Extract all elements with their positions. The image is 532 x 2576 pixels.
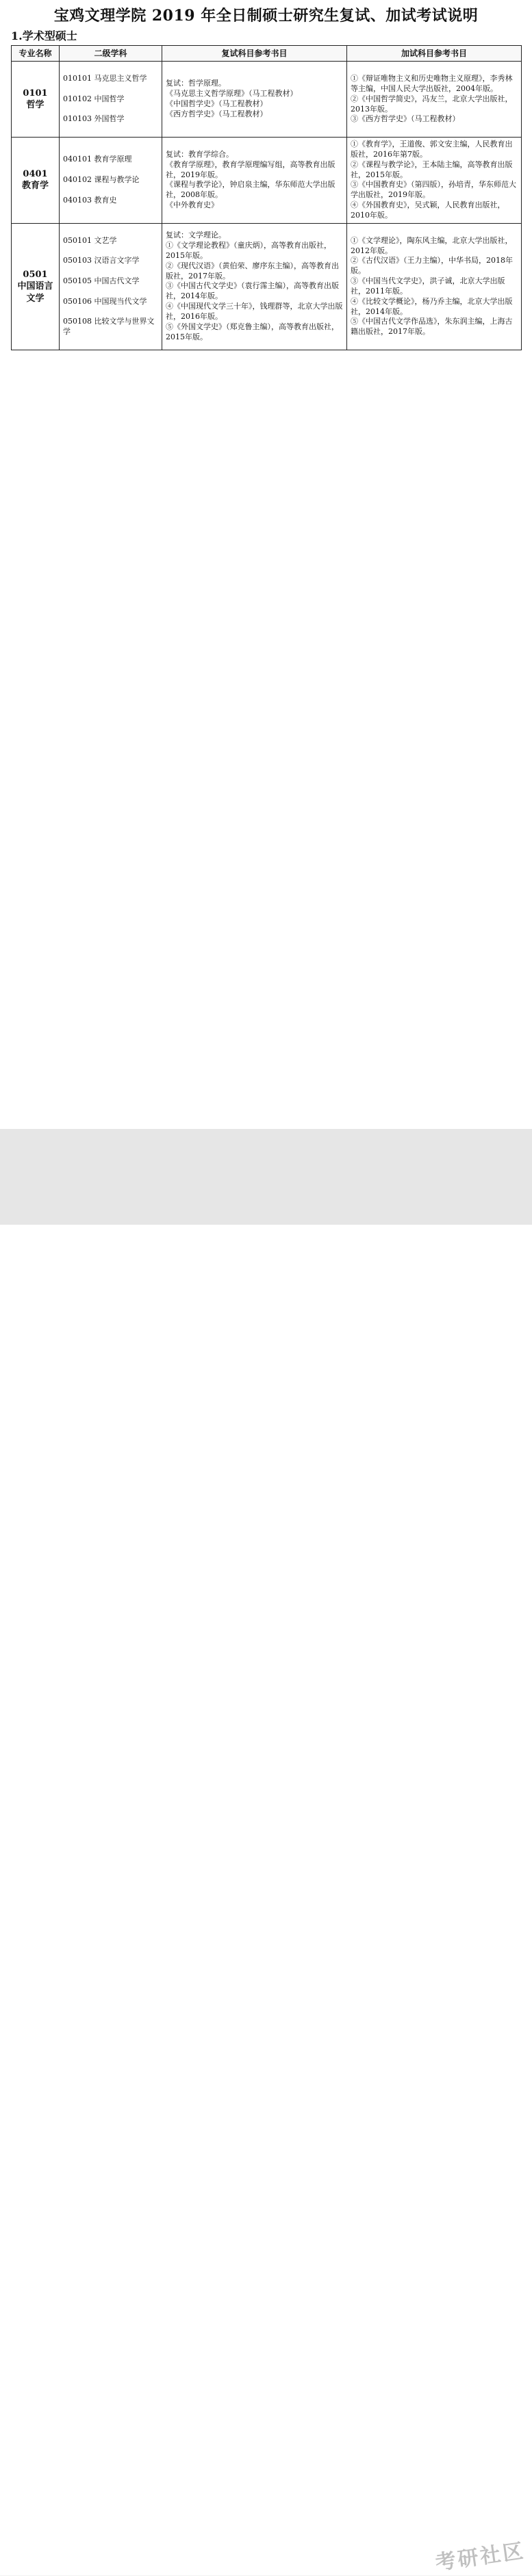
watermark: 考研社区 <box>433 2538 527 2575</box>
sub-item: 010101 马克思主义哲学 <box>63 74 147 83</box>
sub-item: 010103 外国哲学 <box>63 114 125 124</box>
table-cell-sub <box>60 62 162 138</box>
table-cell-sub <box>60 223 162 350</box>
table-cell-add: ①《教育学》，王道俊、郭文安主编，人民教育出版社，2016年第7版。 ②《课程与教学论》，王本陆主编，高等教育出版社，2015年版。 ③《中国教育史》（第四版），孙培青，华东师范大学出版社，2019年版。 ④《外国教育史》，吴式颖，人民教育出版社，2010年版。 <box>347 138 522 224</box>
table-cell-major: 0101 哲学 <box>12 62 60 138</box>
sub-item: 040101 教育学原理 <box>63 155 132 164</box>
sub-item: 050105 中国古代文学 <box>63 276 140 286</box>
table-academic-1 <box>11 45 522 350</box>
table-cell-req: 复试：哲学原理。 《马克思主义哲学原理》（马工程教材） 《中国哲学史》（马工程教材） 《西方哲学史》（马工程教材） <box>162 62 347 138</box>
table-cell-req: 复试：教育学综合。 《教育学原理》，教育学原理编写组，高等教育出版社，2019年版。 《课程与教学论》，钟启泉主编，华东师范大学出版社，2008年版。 《中外教育史》 <box>162 138 347 224</box>
page-gap <box>0 1129 532 1225</box>
sub-item: 050103 汉语言文字学 <box>63 256 140 265</box>
sub-item: 050106 中国现当代文学 <box>63 296 147 306</box>
table-header-add: 加试科目参考书目 <box>347 46 522 62</box>
table-cell-sub <box>60 138 162 224</box>
page-title: 宝鸡文理学院 2019 年全日制硕士研究生复试、加试考试说明 <box>53 7 479 25</box>
table-cell-add: ①《辩证唯物主义和历史唯物主义原理》，李秀林等主编，中国人民大学出版社，2004年版。 ②《中国哲学简史》，冯友兰，北京大学出版社，2013年版。 ③《西方哲学史》（马工程教材） <box>347 62 522 138</box>
section-title-1: 1.学术型硕士 <box>11 29 77 42</box>
sub-item: 040103 教育史 <box>63 195 117 205</box>
table-header-req: 复试科目参考书目 <box>162 46 347 62</box>
sub-item: 010102 中国哲学 <box>63 94 125 103</box>
sub-item: 050101 文艺学 <box>63 235 117 245</box>
sub-item: 040102 课程与教学论 <box>63 175 140 185</box>
sub-item: 050108 比较文学与世界文学 <box>63 317 155 337</box>
table-header-major: 专业名称 <box>12 46 60 62</box>
table-cell-add: ①《文学理论》，陶东风主编，北京大学出版社，2012年版。 ②《古代汉语》（王力主编），中华书局，2018年版。 ③《中国当代文学史》，洪子诚，北京大学出版社，2011年版。 ④《比较文学概论》，杨乃乔主编，北京大学出版社，2014年版。 ⑤《中国古代文学作品选》，朱东润主编，上海古籍出版社，2017年版。 <box>347 223 522 350</box>
table-cell-major: 0501 中国语言文学 <box>12 223 60 350</box>
table-cell-major: 0401 教育学 <box>12 138 60 224</box>
table-cell-req: 复试：文学理论。 ①《文学理论教程》（童庆炳），高等教育出版社，2015年版。 ②《现代汉语》（黄伯荣、廖序东主编），高等教育出版社，2017年版。 ③《中国古代文学史》（袁行霈主编），高等教育出版社，2014年版。 ④《中国现代文学三十年》，钱理群等，北京大学出版社，2016年版。 ⑤《外国文学史》（郑克鲁主编），高等教育出版社，2015年版。 <box>162 223 347 350</box>
table-header-sub: 二级学科 <box>60 46 162 62</box>
